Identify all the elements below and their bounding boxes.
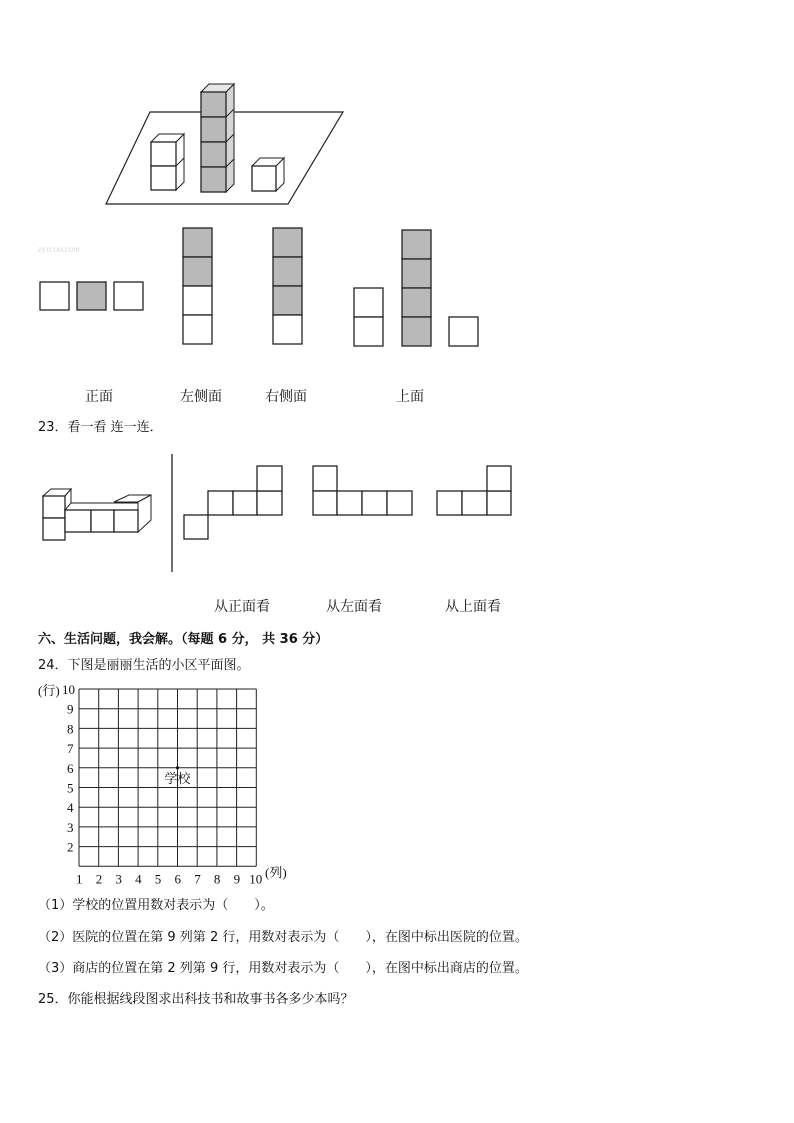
view-label-right: 右侧面: [265, 389, 307, 405]
q23-label-left: 从左面看: [326, 599, 382, 615]
row-tick-label: 7: [67, 741, 74, 757]
col-tick-label: 7: [194, 871, 201, 887]
q23-option-c: [437, 466, 511, 515]
grid-tick-labels: [62, 682, 262, 886]
q24-sub2: （2）医院的位置在第 9 列第 2 行，用数对表示为（ ），在图中标出医院的位置。: [38, 930, 528, 945]
col-tick-label: 1: [76, 871, 83, 887]
q23-option-a: [184, 466, 282, 539]
watermark: zyxcoo.com: [38, 244, 80, 254]
view-front-figure: [40, 282, 143, 310]
row-tick-label: 9: [67, 701, 74, 717]
col-tick-label: 9: [233, 871, 241, 887]
col-tick-label: 4: [135, 871, 142, 887]
q25-title: 25．你能根据线段图求出科技书和故事书各多少本吗？: [38, 992, 354, 1007]
row-tick-label: 4: [67, 800, 74, 816]
view-top-figure: [354, 230, 478, 346]
q23-title: 23．看一看 连一连．: [38, 420, 163, 435]
q24-title: 24．下图是丽丽生活的小区平面图。: [38, 658, 250, 673]
school-label: 学校: [164, 770, 191, 786]
cube-stack-left: [151, 134, 184, 190]
col-tick-label: 6: [174, 871, 181, 887]
cube-single-right: [252, 158, 284, 191]
row-tick-label: 5: [67, 780, 74, 796]
q23-label-front: 从正面看: [214, 599, 270, 615]
school-point: [176, 766, 179, 769]
view-label-left: 左侧面: [180, 389, 222, 405]
view-right-figure: [273, 228, 302, 344]
row-tick-label: 3: [67, 819, 74, 835]
row-tick-label: 6: [67, 760, 74, 776]
view-label-top: 上面: [396, 389, 424, 405]
row-tick-label: 8: [67, 721, 74, 737]
view-left-figure: [183, 228, 212, 344]
section-heading: 六、生活问题，我会解。（每题 6 分， 共 36 分）: [38, 632, 329, 647]
q24-sub3: （3）商店的位置在第 2 列第 9 行，用数对表示为（ ），在图中标出商店的位置。: [38, 961, 528, 976]
col-tick-label: 10: [249, 871, 263, 887]
q23-label-top: 从上面看: [445, 599, 501, 615]
col-axis-label: (列): [265, 865, 287, 880]
row-tick-label: 10: [62, 682, 75, 697]
q23-option-b: [313, 466, 412, 515]
view-label-front: 正面: [85, 389, 113, 405]
col-tick-label: 3: [115, 871, 122, 887]
col-tick-label: 5: [154, 871, 162, 887]
q23-solid-figure: [43, 489, 151, 540]
q24-sub1: （1）学校的位置用数对表示为（ ）。: [38, 898, 274, 913]
row-axis-label: (行): [38, 683, 60, 698]
cube-stack-tall: [201, 84, 234, 192]
col-tick-label: 8: [213, 871, 221, 887]
row-tick-label: 2: [67, 839, 74, 855]
col-tick-label: 2: [95, 871, 103, 887]
